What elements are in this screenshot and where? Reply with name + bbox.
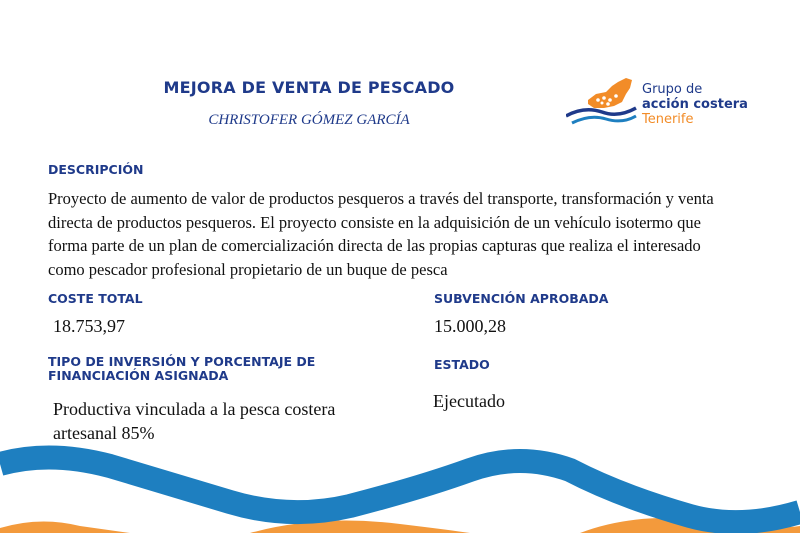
status-label: ESTADO bbox=[434, 357, 490, 372]
total-cost-value: 18.753,97 bbox=[53, 316, 125, 336]
tenerife-island-waves-icon bbox=[566, 72, 638, 132]
author-name: CHRISTOFER GÓMEZ GARCÍA bbox=[208, 112, 410, 128]
total-cost-label: COSTE TOTAL bbox=[48, 291, 143, 306]
investment-type-value: Productiva vinculada a la pesca costera artesanal 85% bbox=[53, 399, 336, 443]
status-value: Ejecutado bbox=[433, 391, 505, 411]
logo bbox=[566, 72, 766, 132]
logo-line-3: Tenerife bbox=[642, 112, 694, 127]
investment-type-label: TIPO DE INVERSIÓN Y PORCENTAJE DE FINANCIACIÓN ASIGNADA bbox=[48, 354, 316, 383]
subsidy-value: 15.000,28 bbox=[434, 316, 506, 336]
description-text: Proyecto de aumento de valor de productos pesqueros a través del transporte, transformación y venta directa de productos pesqueros. El proyecto consiste en la adquisición de un vehículo isotermo que forma parte de un plan de comercialización directa de las propias capturas que realiza el interesado como pescador profesional propietario de un buque de pesca bbox=[48, 189, 714, 279]
description-label: DESCRIPCIÓN bbox=[48, 162, 144, 177]
subsidy-label: SUBVENCIÓN APROBADA bbox=[434, 291, 609, 306]
logo-line-1: Grupo de bbox=[642, 82, 703, 97]
blue-wave bbox=[0, 457, 800, 522]
logo-line-2: acción costera bbox=[642, 97, 748, 112]
decorative-waves bbox=[0, 440, 800, 533]
page-title: MEJORA DE VENTA DE PESCADO bbox=[163, 78, 455, 97]
